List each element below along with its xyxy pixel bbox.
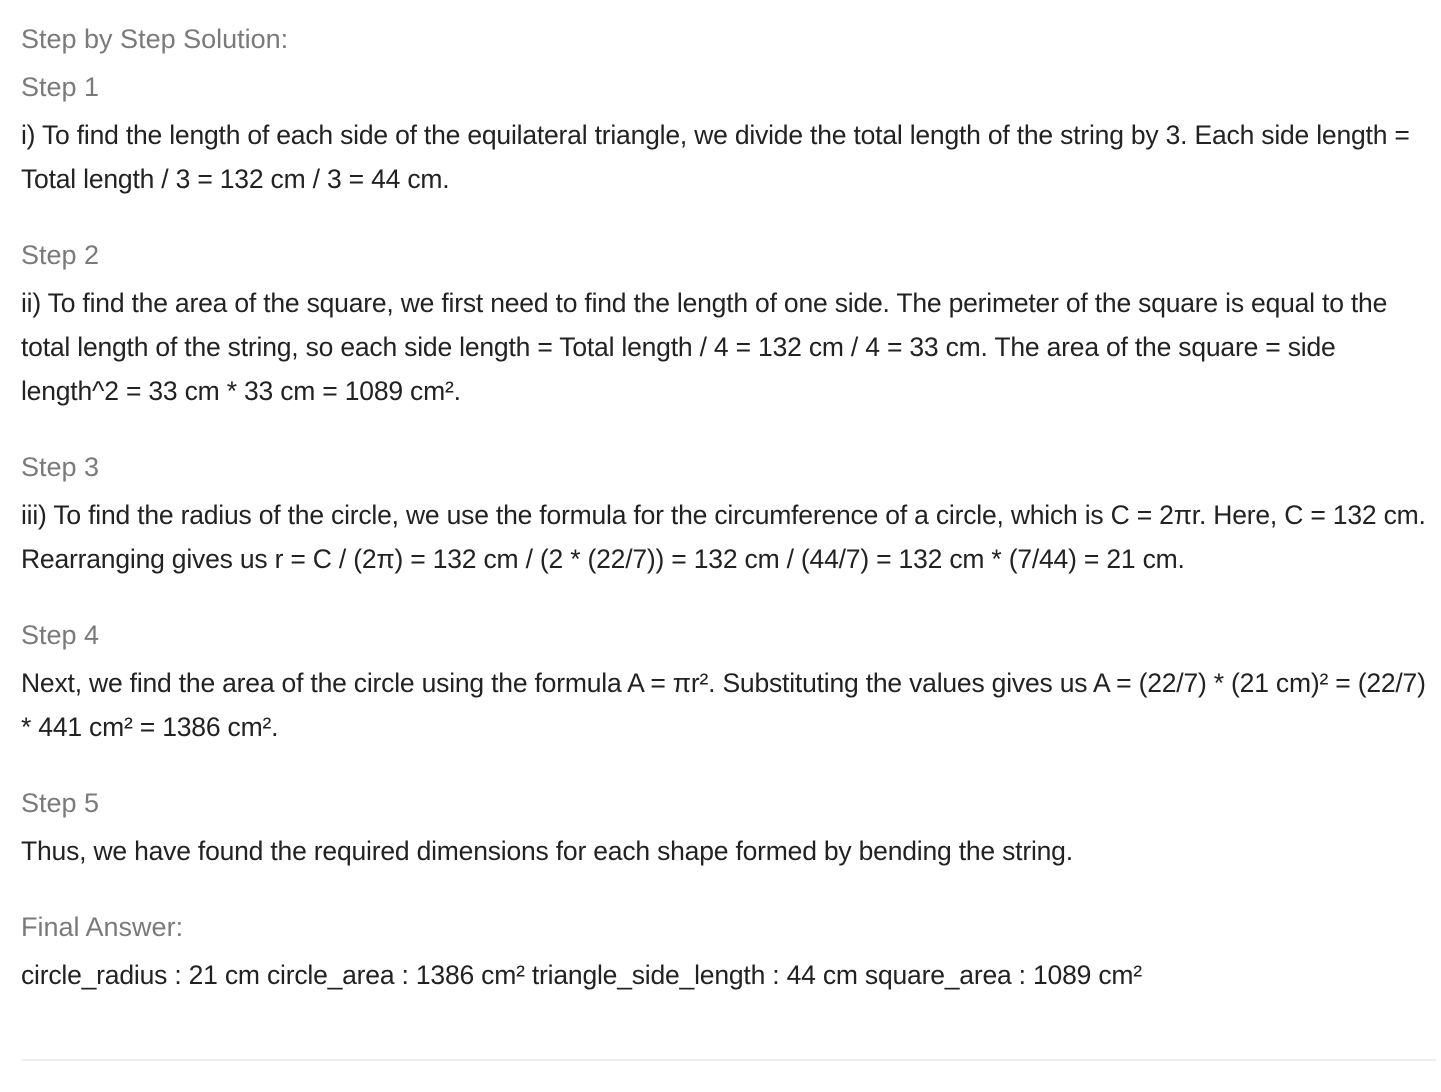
step-3-label: Step 3 [21, 452, 100, 482]
step-5-label: Step 5 [21, 788, 100, 818]
step-4-text: Next, we find the area of the circle using the formula A = πr². Substituting the values gives us A = (22/7) * (21 cm)² = (22/7) * 441 cm² = 1386 cm². [21, 668, 1426, 742]
step-5-text: Thus, we have found the required dimensions for each shape formed by bending the string. [21, 836, 1073, 866]
final-answer-label: Final Answer: [21, 912, 184, 942]
step-2-label: Step 2 [21, 240, 100, 270]
solution-title: Step by Step Solution: [21, 24, 289, 54]
final-answer-text: circle_radius : 21 cm circle_area : 1386 cm² triangle_side_length : 44 cm square_area : 1089 cm² [21, 960, 1142, 990]
bottom-divider [21, 1059, 1436, 1061]
step-1-label: Step 1 [21, 72, 100, 102]
step-4-label: Step 4 [21, 620, 100, 650]
step-3-text: iii) To find the radius of the circle, we use the formula for the circumference of a circle, which is C = 2πr. Here, C = 132 cm. Rearranging gives us r = C / (2π) = 132 cm / (2 * (22/7)) = 132 cm / (44/7) = 132 cm * (7/44) = 21 cm. [21, 500, 1426, 574]
step-2-text: ii) To find the area of the square, we first need to find the length of one side. The perimeter of the square is equal to the total length of the string, so each side length = Total length / 4 = 132 cm / 4 = 33 cm. The area of the square = side length^2 = 33 cm * 33 cm = 1089 cm². [21, 288, 1388, 406]
step-1-text: i) To find the length of each side of the equilateral triangle, we divide the total length of the string by 3. Each side length = Total length / 3 = 132 cm / 3 = 44 cm. [21, 120, 1410, 194]
